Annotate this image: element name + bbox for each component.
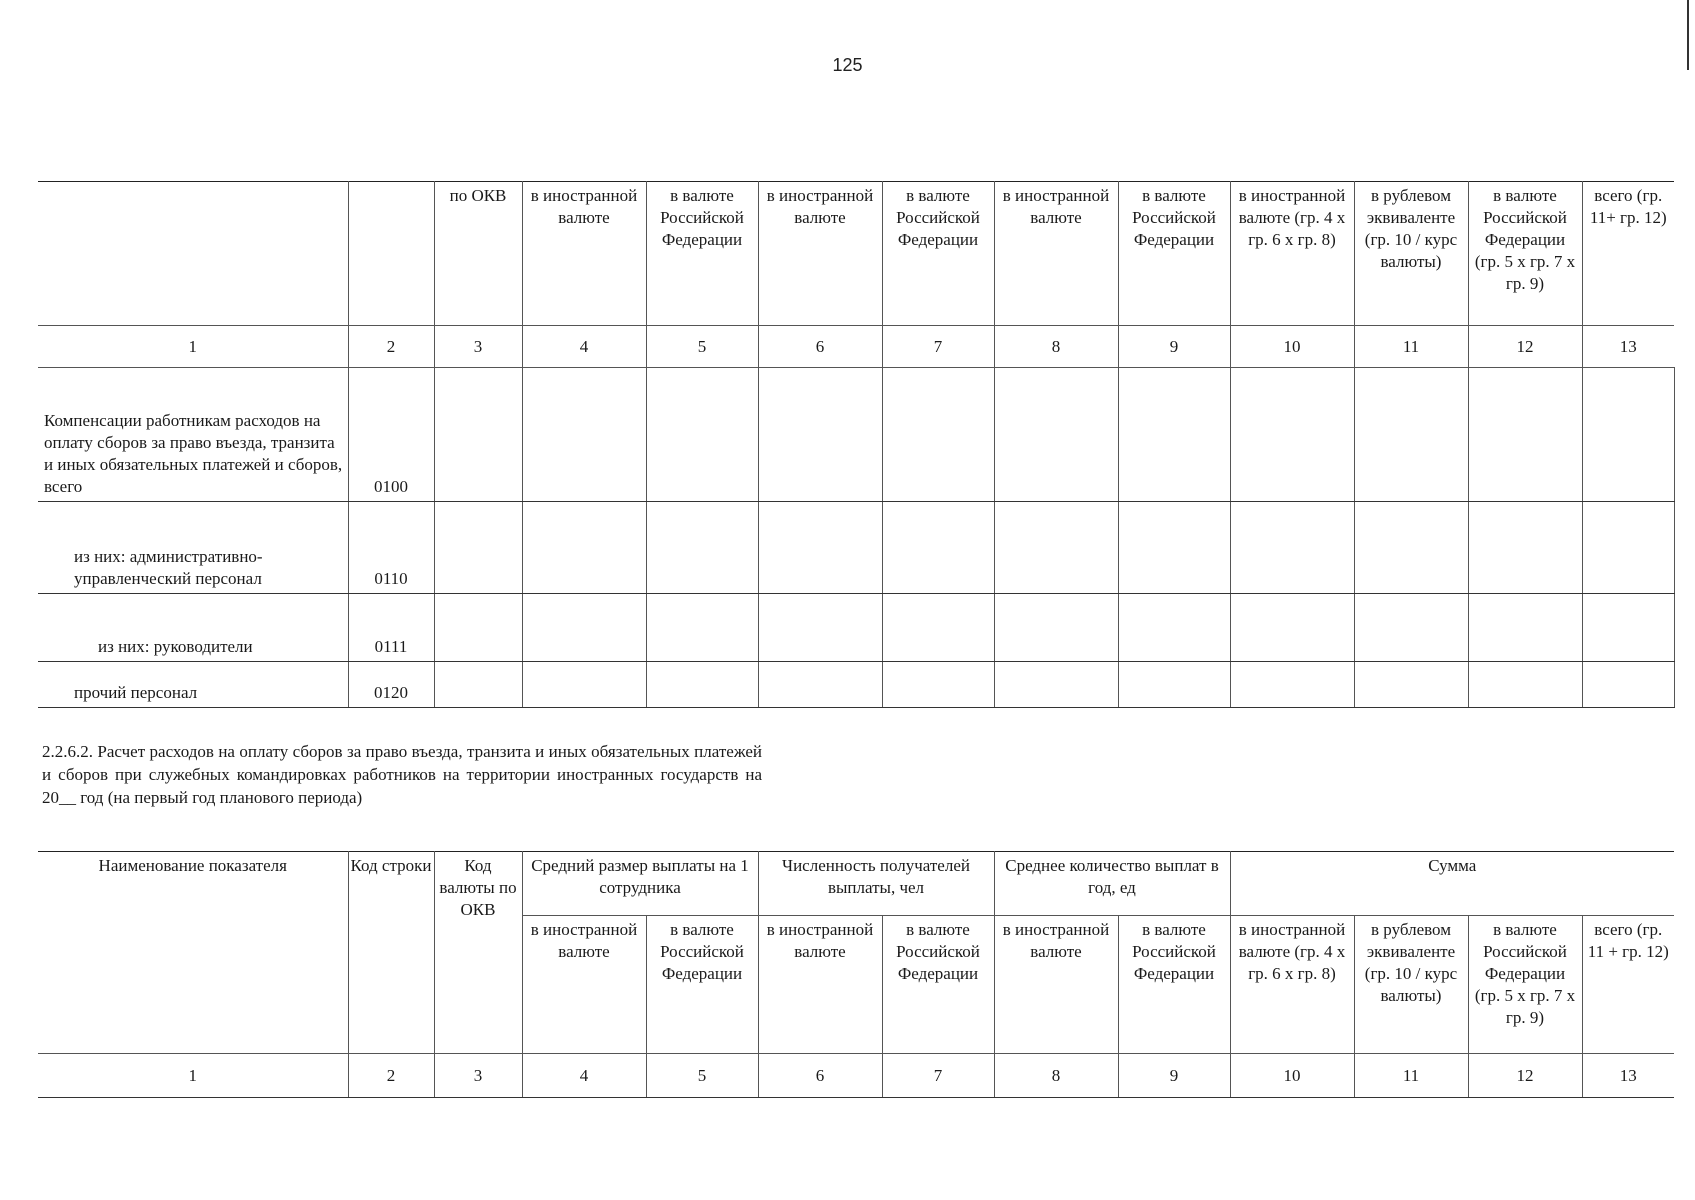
- row-name: из них: руководители: [38, 594, 348, 662]
- data-cell: [1582, 368, 1674, 502]
- data-cell: [434, 594, 522, 662]
- table-compensation: [38, 181, 1675, 708]
- column-number: 12: [1468, 326, 1582, 368]
- data-cell: [434, 502, 522, 594]
- data-cell: [882, 368, 994, 502]
- data-cell: [1118, 368, 1230, 502]
- data-cell: [994, 502, 1118, 594]
- data-cell: [646, 368, 758, 502]
- data-cell: [758, 368, 882, 502]
- data-cell: [1468, 502, 1582, 594]
- sub-header-cell: в иностранной валюте: [522, 916, 646, 1054]
- data-cell: [882, 502, 994, 594]
- header-cell: в иностранной валюте: [994, 182, 1118, 326]
- data-cell: [1230, 662, 1354, 708]
- table-row: [38, 662, 1674, 708]
- row-code: 0110: [348, 502, 434, 594]
- column-number: 9: [1118, 326, 1230, 368]
- header-cell-empty: [348, 182, 434, 326]
- data-cell: [646, 594, 758, 662]
- data-cell: [434, 662, 522, 708]
- data-cell: [522, 594, 646, 662]
- sub-header-cell: в иностранной валюте: [758, 916, 882, 1054]
- column-number: 11: [1354, 1054, 1468, 1098]
- data-cell: [1468, 662, 1582, 708]
- data-cell: [1230, 594, 1354, 662]
- data-cell: [1230, 368, 1354, 502]
- column-number: 8: [994, 1054, 1118, 1098]
- header-cell: в иностранной валюте: [758, 182, 882, 326]
- column-number: 11: [1354, 326, 1468, 368]
- row-code: 0100: [348, 368, 434, 502]
- sub-header-cell: в валюте Российской Федерации: [646, 916, 758, 1054]
- column-number: 13: [1582, 1054, 1674, 1098]
- column-number: 7: [882, 326, 994, 368]
- header-cell: в рублевом эквиваленте (гр. 10 / курс валюты): [1354, 182, 1468, 326]
- page-edge-line: [1687, 0, 1689, 70]
- sub-header-cell: в валюте Российской Федерации (гр. 5 х гр. 7 х гр. 9): [1468, 916, 1582, 1054]
- data-cell: [646, 662, 758, 708]
- header-cell: в валюте Российской Федерации: [646, 182, 758, 326]
- column-number: 4: [522, 1054, 646, 1098]
- sub-header-cell: в рублевом эквиваленте (гр. 10 / курс валюты): [1354, 916, 1468, 1054]
- data-cell: [522, 368, 646, 502]
- data-cell: [1354, 594, 1468, 662]
- row-name: из них: административно-управленческий персонал: [38, 502, 348, 594]
- column-number: 12: [1468, 1054, 1582, 1098]
- data-cell: [1118, 502, 1230, 594]
- column-number: 1: [38, 326, 348, 368]
- header-name: Наименование показателя: [38, 852, 348, 1054]
- data-cell: [646, 502, 758, 594]
- header-cell: в иностранной валюте (гр. 4 х гр. 6 х гр. 8): [1230, 182, 1354, 326]
- data-cell: [882, 662, 994, 708]
- sub-header-cell: всего (гр. 11 + гр. 12): [1582, 916, 1674, 1054]
- column-number: 6: [758, 1054, 882, 1098]
- data-cell: [1354, 502, 1468, 594]
- page-number: 125: [832, 55, 863, 75]
- column-number: 2: [348, 326, 434, 368]
- data-cell: [994, 662, 1118, 708]
- table1-header-row: [38, 182, 1674, 326]
- table-row: [38, 368, 1674, 502]
- column-number: 6: [758, 326, 882, 368]
- data-cell: [994, 368, 1118, 502]
- row-name: прочий персонал: [38, 662, 348, 708]
- data-cell: [522, 662, 646, 708]
- header-cell: в валюте Российской Федерации (гр. 5 х гр. 7 х гр. 9): [1468, 182, 1582, 326]
- sub-header-cell: в иностранной валюте (гр. 4 х гр. 6 х гр. 8): [1230, 916, 1354, 1054]
- column-number: 3: [434, 326, 522, 368]
- column-number: 10: [1230, 326, 1354, 368]
- data-cell: [1468, 368, 1582, 502]
- data-cell: [758, 662, 882, 708]
- section-title: 2.2.6.2. Расчет расходов на оплату сборов за право въезда, транзита и иных обязательных платежей и сборов при служебных командировках работников на территории иностранных государств на 20__ год (на первый год планового периода): [42, 742, 762, 807]
- sub-header-cell: в валюте Российской Федерации: [882, 916, 994, 1054]
- column-number: 4: [522, 326, 646, 368]
- table-calculation: [38, 851, 1674, 1098]
- header-cell: в иностранной валюте: [522, 182, 646, 326]
- data-cell: [994, 594, 1118, 662]
- header-cell: в валюте Российской Федерации: [1118, 182, 1230, 326]
- column-number: 3: [434, 1054, 522, 1098]
- data-cell: [758, 594, 882, 662]
- header-cell-empty: [38, 182, 348, 326]
- data-cell: [1118, 662, 1230, 708]
- data-cell: [882, 594, 994, 662]
- column-number: 1: [38, 1054, 348, 1098]
- table2-top-header-row: [38, 852, 1674, 916]
- sub-header-cell: в иностранной валюте: [994, 916, 1118, 1054]
- row-code: 0111: [348, 594, 434, 662]
- column-numbers-row: [38, 326, 1674, 368]
- data-cell: [1354, 368, 1468, 502]
- column-numbers-row: [38, 1054, 1674, 1098]
- column-number: 2: [348, 1054, 434, 1098]
- data-cell: [1468, 594, 1582, 662]
- header-recipients: Численность получателей выплаты, чел: [758, 852, 994, 916]
- header-cell: всего (гр. 11+ гр. 12): [1582, 182, 1674, 326]
- header-cell: в валюте Российской Федерации: [882, 182, 994, 326]
- header-sum: Сумма: [1230, 852, 1674, 916]
- data-cell: [1354, 662, 1468, 708]
- header-currency-code: Код валюты по ОКВ: [434, 852, 522, 1054]
- column-number: 13: [1582, 326, 1674, 368]
- data-cell: [522, 502, 646, 594]
- data-cell: [1582, 594, 1674, 662]
- data-cell: [1230, 502, 1354, 594]
- row-name: Компенсации работникам расходов на оплату сборов за право въезда, транзита и иных обязательных платежей и сборов, всего: [38, 368, 348, 502]
- data-cell: [434, 368, 522, 502]
- column-number: 5: [646, 1054, 758, 1098]
- column-number: 9: [1118, 1054, 1230, 1098]
- row-code: 0120: [348, 662, 434, 708]
- sub-header-cell: в валюте Российской Федерации: [1118, 916, 1230, 1054]
- header-avg-payment: Средний размер выплаты на 1 сотрудника: [522, 852, 758, 916]
- header-code: Код строки: [348, 852, 434, 1054]
- data-cell: [1582, 502, 1674, 594]
- column-number: 10: [1230, 1054, 1354, 1098]
- data-cell: [1118, 594, 1230, 662]
- column-number: 5: [646, 326, 758, 368]
- table-row: [38, 502, 1674, 594]
- header-avg-count: Среднее количество выплат в год, ед: [994, 852, 1230, 916]
- data-cell: [758, 502, 882, 594]
- header-cell: по ОКВ: [434, 182, 522, 326]
- data-cell: [1582, 662, 1674, 708]
- column-number: 7: [882, 1054, 994, 1098]
- table-row: [38, 594, 1674, 662]
- column-number: 8: [994, 326, 1118, 368]
